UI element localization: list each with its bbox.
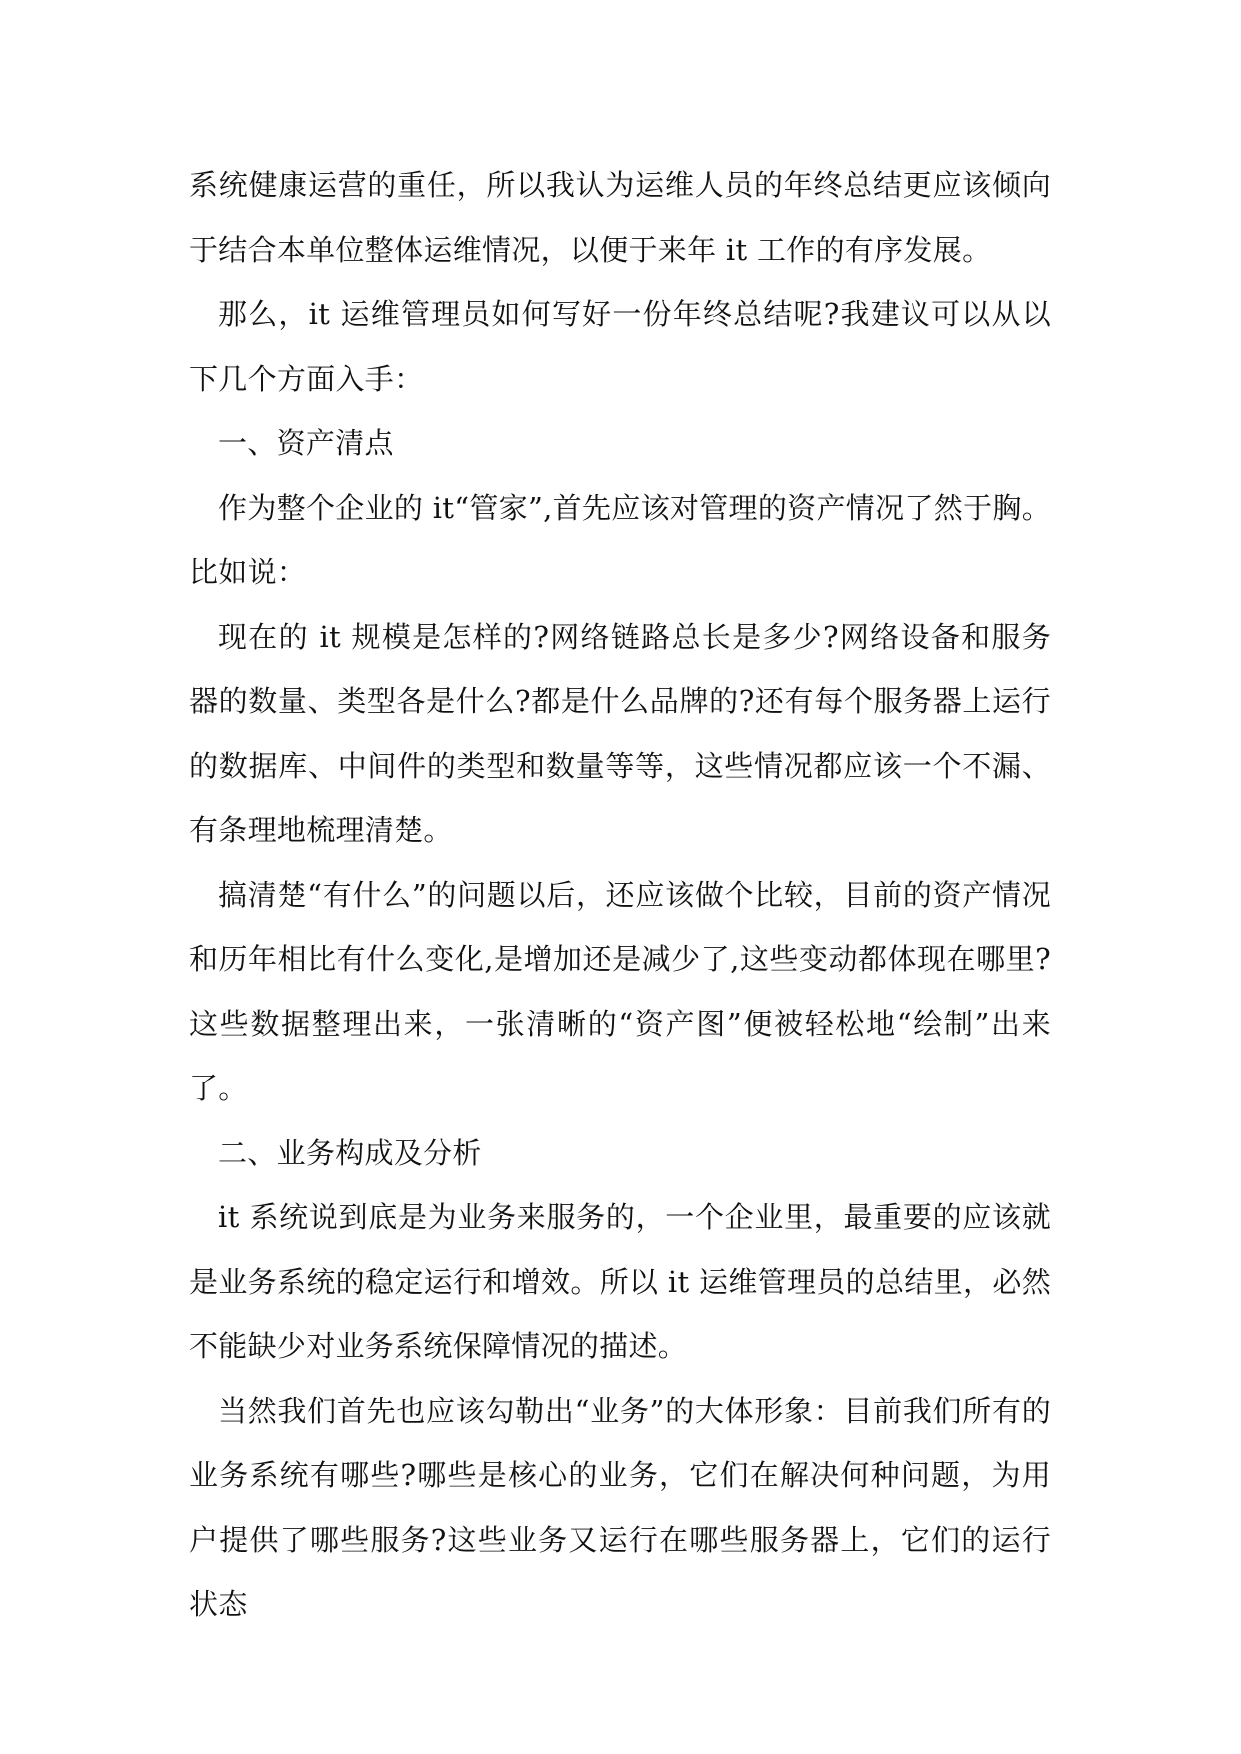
paragraph-intro: 那么，it 运维管理员如何写好一份年终总结呢?我建议可以从以下几个方面入手：	[189, 297, 1051, 396]
paragraph-business-outline: 当然我们首先也应该勾勒出“业务”的大体形象：目前我们所有的业务系统有哪些?哪些是核心的业务，它们在解决何种问题，为用户提供了哪些服务?这些业务又运行在哪些服务器上，它们的运行状态	[189, 1393, 1051, 1621]
section-heading-business-analysis: 二、业务构成及分析	[218, 1135, 482, 1170]
paragraph-asset-questions: 现在的 it 规模是怎样的?网络链路总长是多少?网络设备和服务器的数量、类型各是什么?都是什么品牌的?还有每个服务器上运行的数据库、中间件的类型和数量等等，这些情况都应该一个不漏、有条理地梳理清楚。	[189, 619, 1051, 847]
paragraph-business-purpose: it 系统说到底是为业务来服务的，一个企业里，最重要的应该就是业务系统的稳定运行和增效。所以 it 运维管理员的总结里，必然不能缺少对业务系统保障情况的描述。	[189, 1200, 1051, 1363]
document-body	[189, 153, 1051, 1637]
paragraph-continuation: 系统健康运营的重任，所以我认为运维人员的年终总结更应该倾向于结合本单位整体运维情况，以便于来年 it 工作的有序发展。	[189, 168, 1051, 267]
section-heading-asset-inventory: 一、资产清点	[218, 426, 394, 460]
paragraph-asset-comparison: 搞清楚“有什么”的问题以后，还应该做个比较，目前的资产情况和历年相比有什么变化,是增加还是减少了,这些变动都体现在哪里?这些数据整理出来，一张清晰的“资产图”便被轻松地“绘制”出来了。	[189, 877, 1051, 1105]
paragraph-asset-steward: 作为整个企业的 it“管家”,首先应该对管理的资产情况了然于胸。比如说：	[189, 490, 1051, 589]
